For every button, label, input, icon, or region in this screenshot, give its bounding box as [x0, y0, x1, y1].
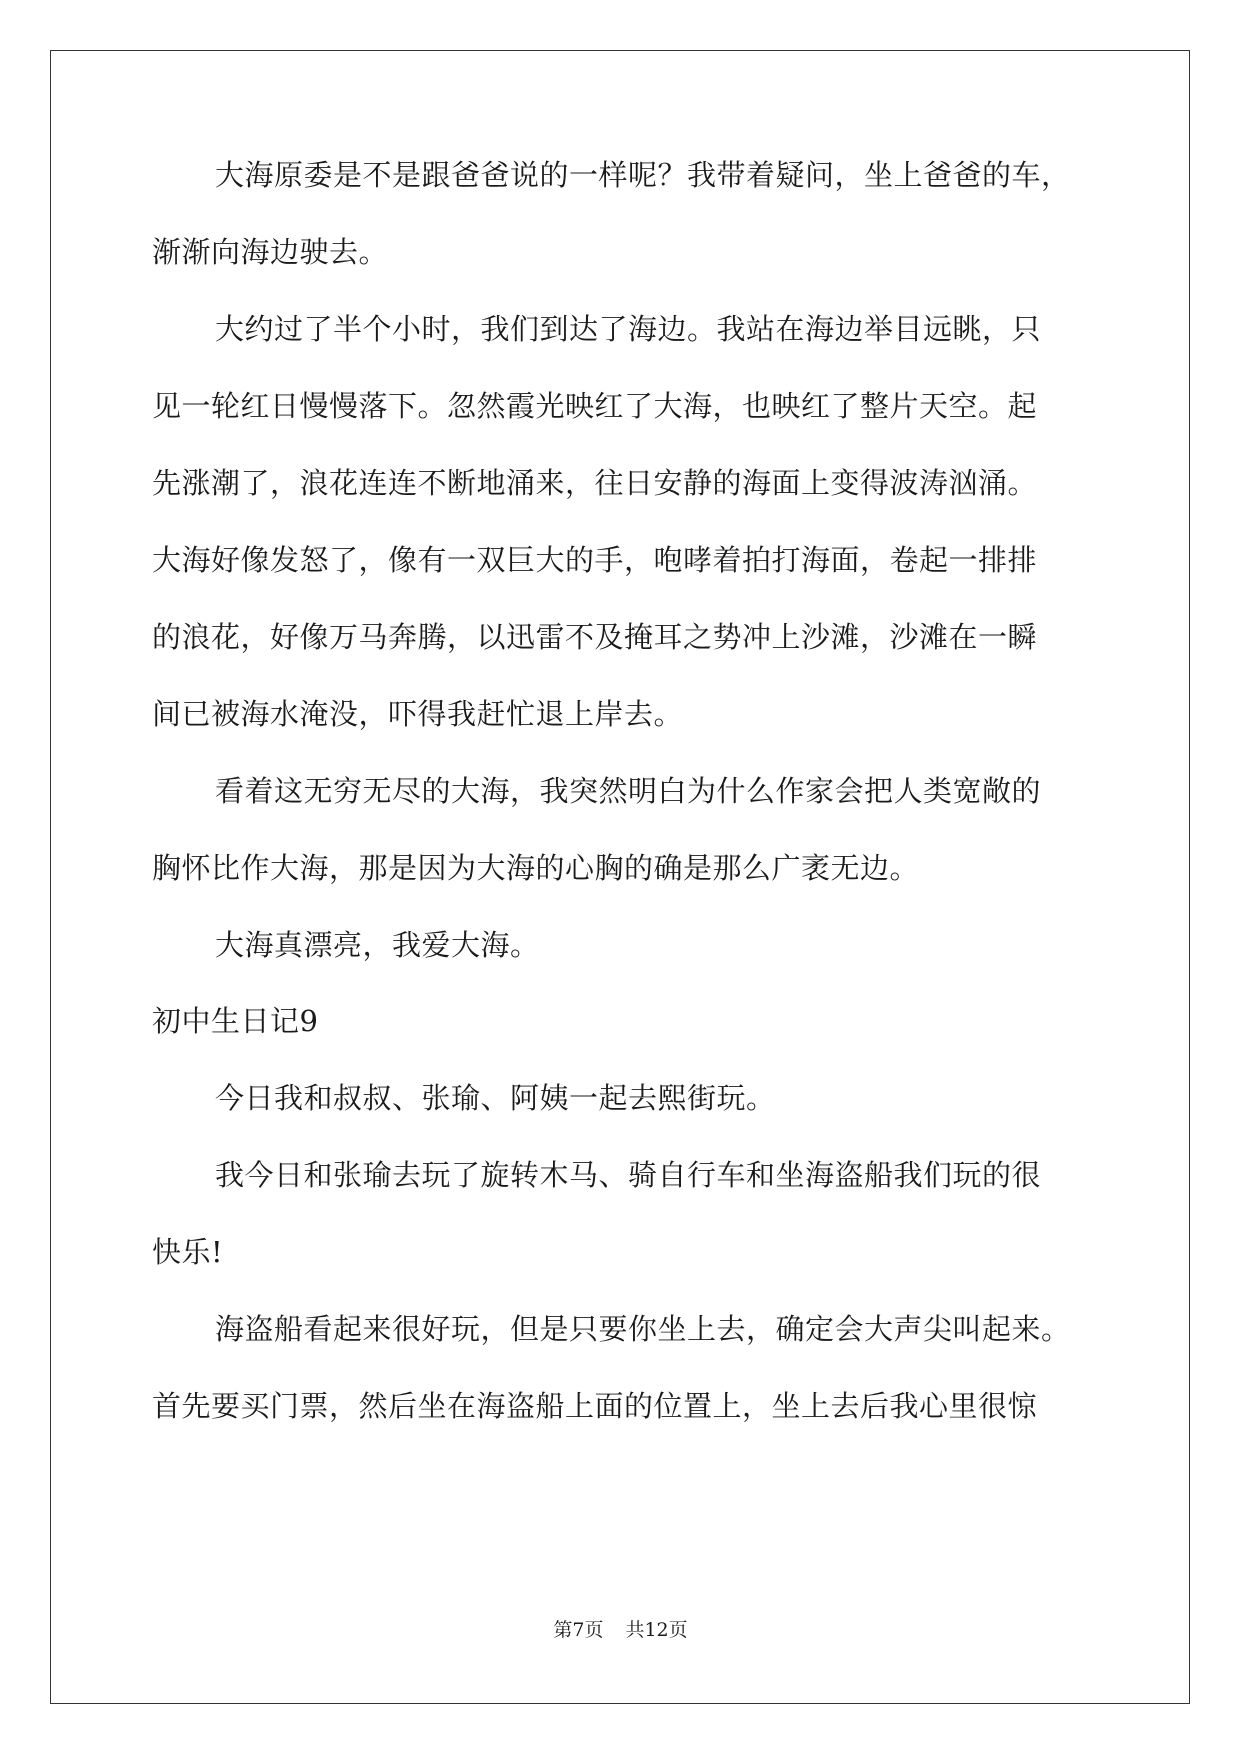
paragraph-3-line-2: 胸怀比作大海，那是因为大海的心胸的确是那么广袤无边。 [152, 851, 920, 885]
paragraph-2-line-4: 大海好像发怒了，像有一双巨大的手，咆哮着拍打海面，卷起一排排 [152, 543, 1038, 577]
paragraph-2-line-5: 的浪花，好像万马奔腾，以迅雷不及掩耳之势冲上沙滩，沙滩在一瞬 [152, 620, 1038, 654]
paragraph-6-line-2: 快乐! [152, 1235, 224, 1269]
paragraph-2-line-3: 先涨潮了，浪花连连不断地涌来，往日安静的海面上变得波涛汹涌。 [152, 466, 1038, 500]
paragraph-1-line-2: 渐渐向海边驶去。 [152, 235, 389, 269]
paragraph-7-line-2: 首先要买门票，然后坐在海盗船上面的位置上，坐上去后我心里很惊 [152, 1389, 1038, 1423]
paragraph-1-line-1: 大海原委是不是跟爸爸说的一样呢？我带着疑问，坐上爸爸的车， [215, 158, 1071, 192]
paragraph-6-line-1: 我今日和张瑜去玩了旋转木马、骑自行车和坐海盗船我们玩的很 [215, 1158, 1042, 1192]
section-heading: 初中生日记9 [152, 1004, 319, 1038]
page-total: 共12页 [625, 1619, 688, 1641]
paragraph-2-line-6: 间已被海水淹没，吓得我赶忙退上岸去。 [152, 697, 684, 731]
paragraph-2-line-1: 大约过了半个小时，我们到达了海边。我站在海边举目远眺，只 [215, 312, 1042, 346]
paragraph-2-line-2: 见一轮红日慢慢落下。忽然霞光映红了大海，也映红了整片天空。起 [152, 389, 1038, 423]
paragraph-5-line-1: 今日我和叔叔、张瑜、阿姨一起去熙街玩。 [215, 1081, 776, 1115]
page-footer [0, 1618, 1241, 1642]
paragraph-4-line-1: 大海真漂亮，我爱大海。 [215, 928, 540, 962]
page-number: 第7页 [553, 1619, 604, 1641]
paragraph-7-line-1: 海盗船看起来很好玩，但是只要你坐上去，确定会大声尖叫起来。 [215, 1312, 1071, 1346]
paragraph-3-line-1: 看着这无穷无尽的大海，我突然明白为什么作家会把人类宽敞的 [215, 774, 1042, 808]
